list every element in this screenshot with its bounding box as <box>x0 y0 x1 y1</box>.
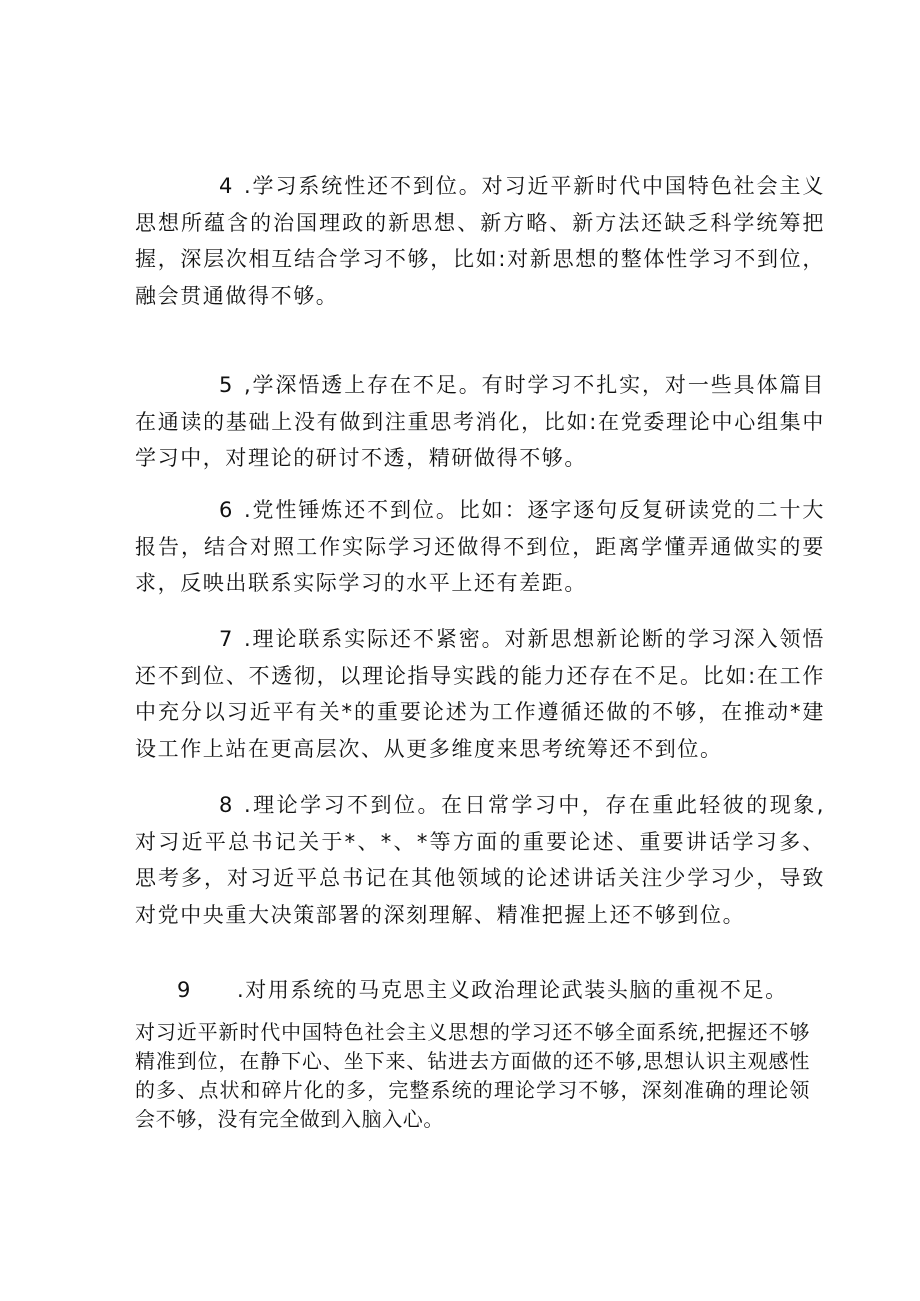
paragraph-9-heading <box>177 972 837 1008</box>
paragraph-8 <box>135 787 825 933</box>
paragraph-text: ,学深悟透上存在不足。有时学习不扎实，对一些具体篇目在通读的基础上没有做到注重思考消化，比如:在党委理论中心组集中学习中，对理论的研讨不透，精研做得不够。 <box>135 373 825 470</box>
paragraph-text: .理论联系实际还不紧密。对新思想新论断的学习深入领悟还不到位、不透彻，以理论指导实践的能力还存在不足。比如:在工作中充分以习近平有关*的重要论述为工作遵循还做的不够，在推动*建设工作上站在更高层次、从更多维度来思考统筹还不到位。 <box>135 627 825 761</box>
paragraph-number: 7 <box>219 627 234 651</box>
paragraph-text: .党性锤炼还不到位。比如：逐字逐句反复研读党的二十大报告，结合对照工作实际学习还做得不到位，距离学懂弄通做实的要求，反映出联系实际学习的水平上还有差距。 <box>135 498 825 595</box>
paragraph-number: 6 <box>219 498 234 522</box>
paragraph-number: 5 <box>219 373 234 397</box>
paragraph-5 <box>135 367 825 477</box>
paragraph-text: .学习系统性还不到位。对习近平新时代中国特色社会主义思想所蕴含的治国理政的新思想、新方略、新方法还缺乏科学统筹把握，深层次相互结合学习不够，比如:对新思想的整体性学习不到位，融会贯通做得不够。 <box>135 174 825 308</box>
paragraph-number: 4 <box>219 174 234 198</box>
paragraph-9-body: 对习近平新时代中国特色社会主义思想的学习还不够全面系统,把握还不够精准到位，在静下心、坐下来、钻进去方面做的还不够,思想认识主观感性的多、点状和碎片化的多，完整系统的理论学习不够，深刻准确的理论领会不够，没有完全做到入脑入心。 <box>135 1020 810 1131</box>
paragraph-heading-text: .对用系统的马克思主义政治理论武装头脑的重视不足。 <box>237 978 788 1002</box>
paragraph-4 <box>135 168 825 314</box>
paragraph-text: .理论学习不到位。在日常学习中，存在重此轻彼的现象,对习近平总书记关于*、*、*等方面的重要论述、重要讲话学习多、思考多，对习近平总书记在其他领域的论述讲话关注少学习少，导致对党中央重大决策部署的深刻理解、精准把握上还不够到位。 <box>135 793 825 927</box>
paragraph-number: 9 <box>177 978 192 1002</box>
paragraph-7 <box>135 621 825 767</box>
paragraph-6 <box>135 492 825 602</box>
paragraph-number: 8 <box>219 793 234 817</box>
